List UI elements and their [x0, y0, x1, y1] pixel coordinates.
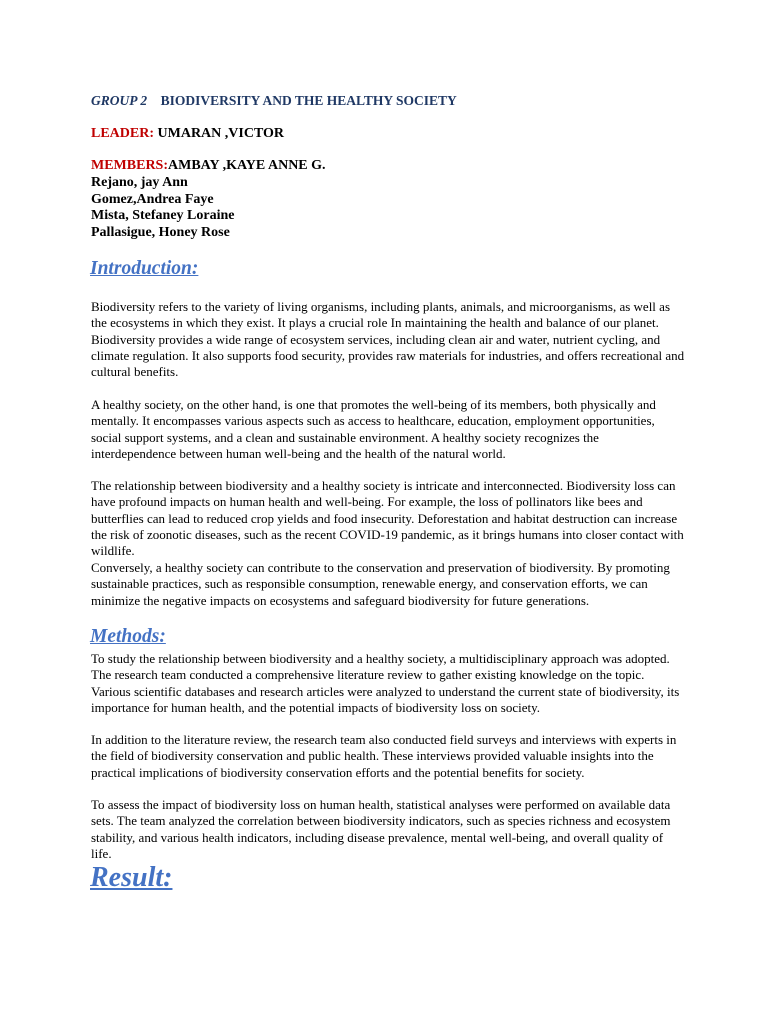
member-line-first [91, 158, 326, 175]
member-name: Mista, Stefaney Loraine [91, 208, 235, 224]
leader-label: LEADER: [91, 126, 155, 141]
member-name: Pallasigue, Honey Rose [91, 225, 230, 241]
methods-heading: Methods: [90, 626, 166, 647]
intro-paragraph-3: The relationship between biodiversity and a healthy society is intricate and interconnected. Biodiversity loss can have profound impacts on human health and well-being. For example, the loss of pollinators like bees and butterflies can lead to reduced crop yields and food insecurity. Deforestation and habitat destruction can increase the risk of zoonotic diseases, such as the recent COVID-19 pandemic, as it brings humans into closer contact with wildlife. [91, 478, 684, 559]
members-label: MEMBERS: [91, 158, 168, 173]
intro-paragraph-1: Biodiversity refers to the variety of living organisms, including plants, animals, and microorganisms, as well as the ecosystems in which they exist. It plays a crucial role In maintaining the health and balance of our planet. Biodiversity provides a wide range of ecosystem services, including clean air and water, nutrient cycling, and climate regulation. It also supports food security, provides raw materials for industries, and offers recreational and cultural benefits. [91, 299, 685, 380]
member-name: Gomez,Andrea Faye [91, 191, 214, 207]
group-label: GROUP 2 [91, 93, 148, 108]
methods-paragraph-1: To study the relationship between biodiversity and a healthy society, a multidisciplinary approach was adopted. The research team conducted a comprehensive literature review to gather existing knowledge on the topic. Various scientific databases and research articles were analyzed to understand the current state of biodiversity, its importance for human health, and the potential impacts of biodiversity loss on society. [91, 651, 680, 715]
methods-paragraph-3: To assess the impact of biodiversity loss on human health, statistical analyses were performed on available data sets. The team analyzed the correlation between biodiversity indicators, such as species richness and ecosystem stability, and various health indicators, including disease prevalence, mental well-being, and overall quality of life. [91, 797, 671, 861]
intro-paragraph-2: A healthy society, on the other hand, is one that promotes the well-being of its members, both physically and mentally. It encompasses various aspects such as access to healthcare, education, employment opportunities, social support systems, and a clean and sustainable environment. A healthy society recognizes the interdependence between human well-being and the health of the natural world. [91, 397, 656, 461]
member-name: Rejano, jay Ann [91, 174, 188, 190]
member-name: AMBAY ,KAYE ANNE G. [168, 158, 326, 173]
leader-line [91, 126, 284, 142]
document-title [91, 93, 457, 109]
result-heading: Result: [90, 862, 173, 893]
leader-name: UMARAN ,VICTOR [157, 126, 285, 141]
title-text: BIODIVERSITY AND THE HEALTHY SOCIETY [160, 93, 457, 108]
methods-paragraph-2: In addition to the literature review, the research team also conducted field surveys and interviews with experts in the field of biodiversity conservation and public health. These interviews provided valuable insights into the practical implications of biodiversity conservation efforts and the potential benefits for society. [91, 732, 677, 780]
introduction-heading: Introduction: [90, 258, 199, 279]
intro-paragraph-4: Conversely, a healthy society can contribute to the conservation and preservation of biodiversity. By promoting sustainable practices, such as responsible consumption, renewable energy, and conservation efforts, we can minimize the negative impacts on ecosystems and safeguard biodiversity for future generations. [91, 560, 670, 608]
members-block [91, 158, 326, 242]
title-gap [151, 93, 158, 108]
